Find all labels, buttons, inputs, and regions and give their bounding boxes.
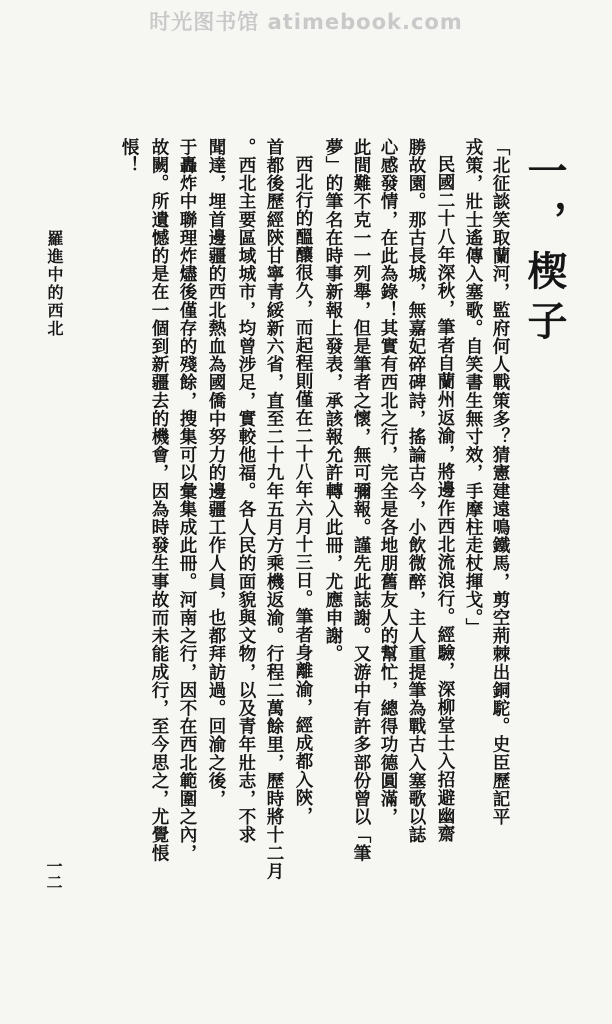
body-column: 心感發情，在此為錄！其實有西北之行，完全是各地朋舊友人的幫忙，總得功德圓滿， (378, 138, 398, 826)
body-column: 此間難不克一一列舉，但是筆者之懷，無可彌報。謹先此誌謝。又游中有許多部份曾以「筆 (351, 138, 371, 862)
watermark: 时光图书馆 atimebook.com (149, 10, 463, 34)
chapter-title: 一，楔子 (521, 150, 568, 350)
running-title: 羅進中的西北 (45, 230, 64, 338)
body-column: 勝故園。那古長城，無嘉妃碎碑詩，搖論古今，小飲微醉，主人重提筆為戰古入塞歌以誌 (406, 138, 426, 844)
body-column: 西北行的醞釀很久，而起程則僅在二十八年六月十三日。筆者身離渝，經成都入陝， (293, 155, 313, 825)
body-column: 。西北主要區域城市，均曾涉足，實較他福。各人民的面貌與文物，以及青年壯志，不求 (236, 138, 256, 844)
body-column: 夢」的筆名在時事新報上發表，承該報允許轉入此冊，尤應申謝。 (323, 138, 343, 663)
page-number: 一二 (44, 858, 63, 890)
body-column: 聞達，埋首邊疆的西北熱血為國僑中努力的邊疆工作人員，也都拜訪過。回渝之後， (206, 138, 226, 808)
body-column: 悵！ (119, 138, 139, 175)
body-column: 首都後歷經陝甘寧青綏新六省，直至二十九年五月方乘機返渝。行程二萬餘里，歷時將十二月 (264, 138, 284, 881)
body-column: 戎策，壯士遙傳入塞歌。自笑書生無寸效，手摩柱走杖揮戈。」 (463, 138, 483, 637)
body-column: 于轟炸中聯理炸燼後僅存的殘餘，搜集可以彙集成此冊。河南之行，因不在西北範圍之內， (177, 138, 197, 862)
body-column: 「北征談笑取蘭河，監府何人戰策多？猜憲建遠鳴鐵馬，剪空荊棘出銅駝。史臣歷記平 (490, 138, 510, 826)
body-column: 故闕。所遺憾的是在一個到新疆去的機會，因為時發生事故而未能成行，至今思之，尤覺悵 (149, 138, 169, 862)
body-column: 民國二十八年深秋，筆者自蘭州返渝，將邊作西北流浪行。經驗，深柳堂士入招避幽齋 (435, 155, 455, 843)
